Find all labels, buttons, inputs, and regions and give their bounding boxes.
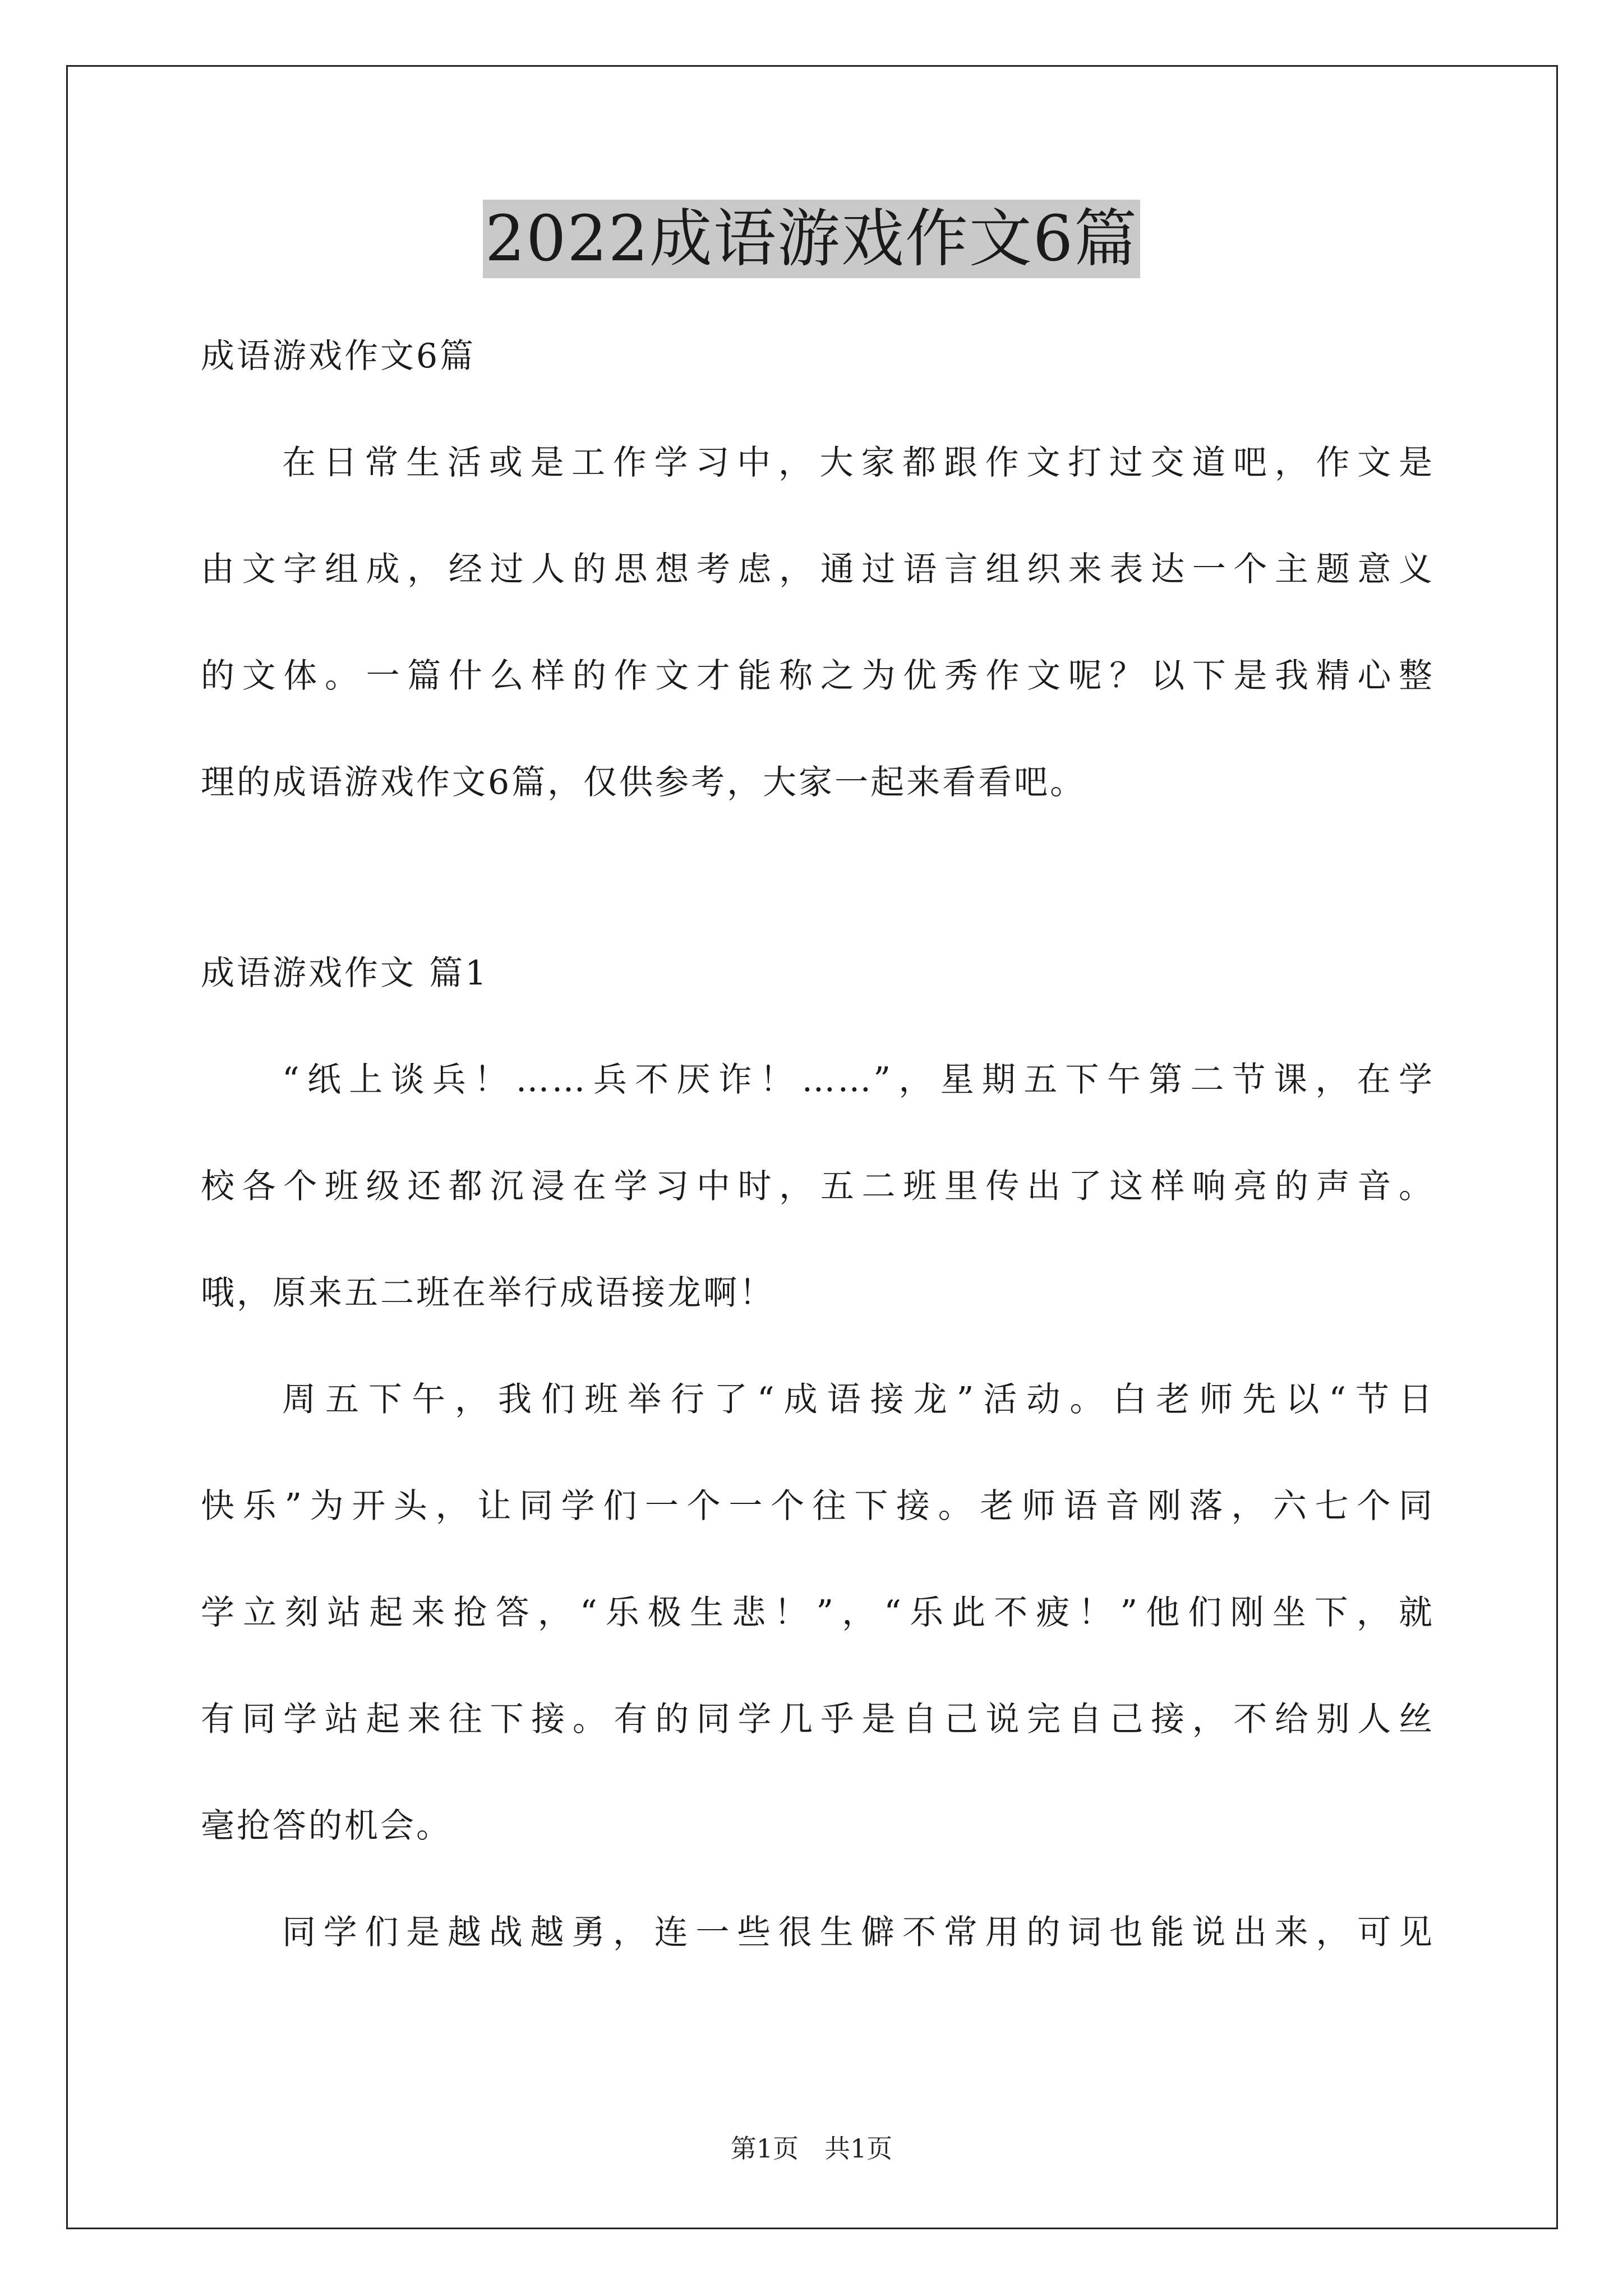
intro-line-4: 理的成语游戏作文6篇，仅供参考，大家一起来看看吧。 — [201, 763, 1086, 802]
paragraph-3-line-1: 同学们是越战越勇，连一些很生僻不常用的词也能说出来，可见 — [282, 1913, 1435, 1952]
paragraph-2-line-4: 有同学站起来往下接。有的同学几乎是自己说完自己接，不给别人丝 — [201, 1700, 1435, 1739]
intro-line-2: 由文字组成，经过人的思想考虑，通过语言组织来表达一个主题意义 — [201, 550, 1435, 589]
paragraph-1-line-2: 校各个班级还都沉浸在学习中时，五二班里传出了这样响亮的声音。 — [201, 1167, 1435, 1206]
intro-line-1: 在日常生活或是工作学习中，大家都跟作文打过交道吧，作文是 — [282, 443, 1435, 482]
paragraph-1-line-3: 哦，原来五二班在举行成语接龙啊！ — [201, 1273, 775, 1313]
paragraph-2-line-5: 毫抢答的机会。 — [201, 1806, 452, 1846]
document-body — [201, 303, 1435, 1986]
title-container — [0, 200, 1623, 278]
paragraph-2-line-1: 周五下午，我们班举行了“成语接龙”活动。白老师先以“节日 — [282, 1380, 1435, 1419]
paragraph-2-line-2: 快乐”为开头，让同学们一个一个往下接。老师语音刚落，六七个同 — [201, 1487, 1435, 1526]
document-title: 2022成语游戏作文6篇 — [483, 200, 1140, 278]
section-gap — [201, 836, 1435, 920]
section-heading: 成语游戏作文 篇1 — [201, 954, 489, 993]
paragraph-2-line-3: 学立刻站起来抢答，“乐极生悲！”，“乐此不疲！”他们刚坐下，就 — [201, 1593, 1435, 1632]
paragraph-1-line-1: “纸上谈兵！……兵不厌诈！……”，星期五下午第二节课，在学 — [282, 1060, 1435, 1099]
page-footer: 第1页 共1页 — [730, 2133, 893, 2164]
intro-line-3: 的文体。一篇什么样的作文才能称之为优秀作文呢？以下是我精心整 — [201, 656, 1435, 696]
subtitle: 成语游戏作文6篇 — [201, 337, 476, 376]
